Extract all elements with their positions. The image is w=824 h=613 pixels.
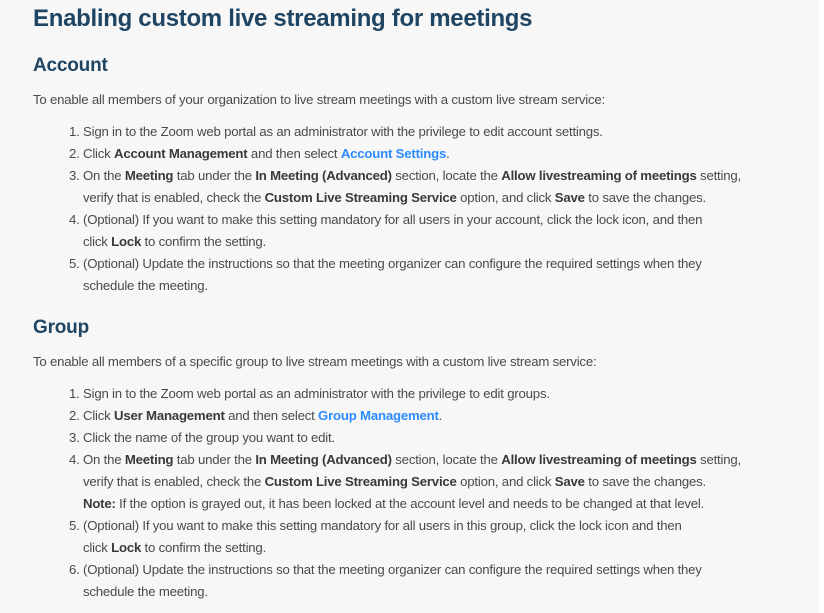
step-number: 4. [69,212,80,227]
bold-term: Meeting [124,452,174,467]
step-text: and then select [224,408,319,423]
bold-term: Save [554,190,585,205]
group-steps-list [0,383,800,603]
step-text: Sign in to the Zoom web portal as an administrator with the privilege to edit groups. [83,386,550,401]
list-item [0,143,800,165]
note-text: If the option is grayed out, it has been locked at the account level and needs to be changed at that level. [115,496,705,511]
step-text: schedule the meeting. [83,584,208,599]
list-item [0,405,800,427]
step-text: tab under the [173,168,256,183]
step-number: 1. [69,386,80,401]
step-text: schedule the meeting. [83,278,208,293]
step-text: option, and click [456,474,555,489]
step-text: option, and click [456,190,555,205]
account-steps-list [0,121,800,297]
step-text: setting, [696,168,741,183]
step-text: to confirm the setting. [141,234,267,249]
bold-term: Lock [111,540,142,555]
step-text: Click the name of the group you want to edit. [83,430,335,445]
step-number: 2. [69,408,80,423]
page-title: Enabling custom live streaming for meetings [33,5,533,32]
step-number: 3. [69,430,80,445]
bold-term: In Meeting (Advanced) [255,168,392,183]
step-text: verify that is enabled, check the [83,190,265,205]
step-text: . [446,146,450,161]
step-text: (Optional) Update the instructions so that the meeting organizer can configure the required settings when they [83,256,702,271]
step-number: 1. [69,124,80,139]
group-management-link[interactable]: Group Management [318,408,439,423]
bold-term: Allow livestreaming of meetings [501,452,697,467]
list-item [0,427,800,449]
list-item [0,253,800,297]
step-text: (Optional) If you want to make this setting mandatory for all users in your account, click the lock icon, and then [83,212,703,227]
list-item [0,209,800,253]
bold-term: Account Management [114,146,248,161]
step-text: verify that is enabled, check the [83,474,265,489]
list-item [0,559,800,603]
step-text: to save the changes. [584,474,706,489]
bold-term: Lock [111,234,142,249]
bold-term: Meeting [124,168,174,183]
bold-term: Allow livestreaming of meetings [501,168,697,183]
bold-term: Custom Live Streaming Service [264,190,457,205]
step-text: (Optional) If you want to make this setting mandatory for all users in this group, click the lock icon and then [83,518,682,533]
step-text: tab under the [173,452,256,467]
step-text: setting, [696,452,741,467]
step-text: Click [83,146,115,161]
step-text: to confirm the setting. [141,540,267,555]
list-item [0,121,800,143]
section-heading-account: Account [33,55,108,76]
list-item [0,515,800,559]
section-intro-group: To enable all members of a specific group to live stream meetings with a custom live stream service: [33,354,597,369]
bold-term: User Management [114,408,225,423]
step-text: On the [83,168,125,183]
step-text: . [438,408,443,423]
step-number: 5. [69,256,80,271]
step-text: and then select [247,146,341,161]
list-item [0,383,800,405]
section-heading-group: Group [33,317,89,338]
bold-term: Save [554,474,585,489]
step-text: click [83,234,112,249]
bold-term: In Meeting (Advanced) [255,452,392,467]
step-text: Click [83,408,115,423]
step-number: 5. [69,518,80,533]
step-number: 6. [69,562,80,577]
section-intro-account: To enable all members of your organization to live stream meetings with a custom live stream service: [33,92,606,107]
step-text: Sign in to the Zoom web portal as an administrator with the privilege to edit account settings. [83,124,603,139]
step-text: to save the changes. [584,190,706,205]
step-number: 3. [69,168,80,183]
step-text: section, locate the [391,168,502,183]
list-item [0,449,800,515]
step-text: section, locate the [391,452,502,467]
bold-term: Custom Live Streaming Service [264,474,457,489]
step-number: 2. [69,146,80,161]
step-number: 4. [69,452,80,467]
step-text: On the [83,452,125,467]
account-settings-link[interactable]: Account Settings [340,146,447,161]
step-text: (Optional) Update the instructions so that the meeting organizer can configure the required settings when they [83,562,702,577]
list-item [0,165,800,209]
note-label: Note: [83,496,116,511]
step-text: click [83,540,112,555]
